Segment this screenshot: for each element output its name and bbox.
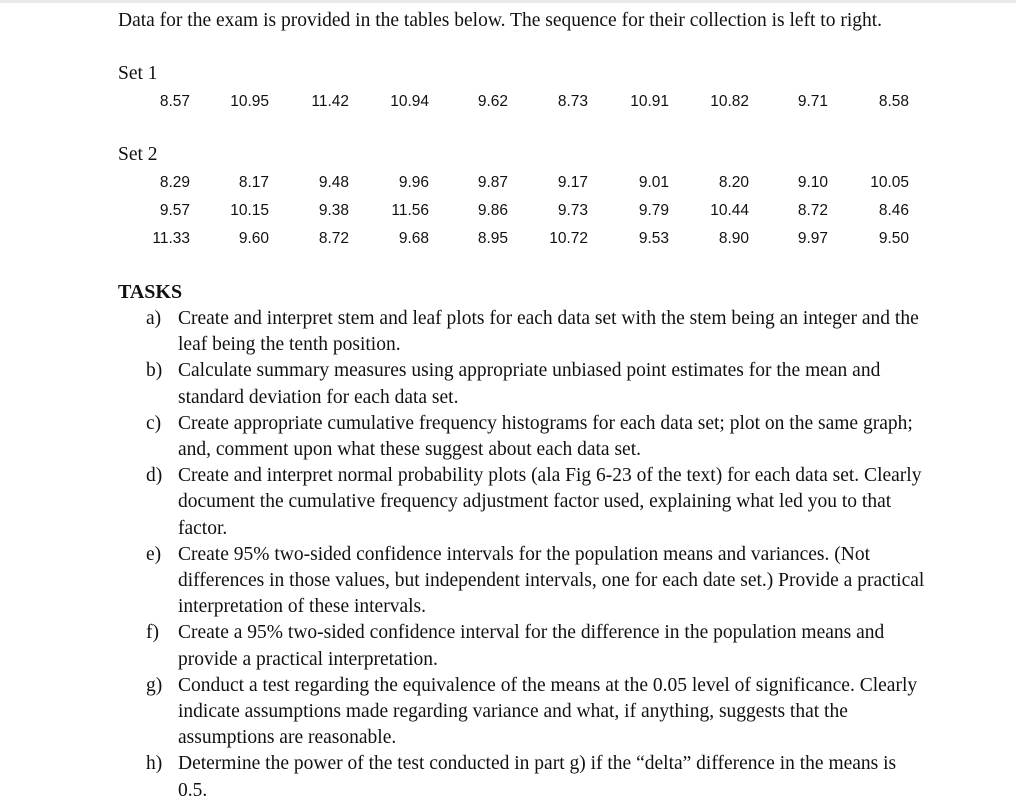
data-value-cell: 11.56: [391, 202, 429, 219]
data-value-cell: 9.53: [638, 230, 669, 247]
data-value-cell: 8.58: [878, 93, 909, 110]
intro-text: Data for the exam is provided in the tables below. The sequence for their collection is left to right.: [118, 10, 883, 31]
data-value-cell: 9.97: [797, 230, 828, 247]
set-1-label: Set 1: [118, 63, 158, 84]
data-value-cell: 9.87: [477, 174, 508, 191]
task-letter: e): [146, 543, 162, 565]
task-item: [146, 542, 926, 621]
data-value-cell: 10.95: [230, 93, 269, 110]
data-value-cell: 9.73: [557, 202, 588, 219]
set-1-row-1: [110, 93, 910, 117]
task-item: [146, 463, 926, 542]
task-item: [146, 673, 926, 752]
task-letter: g): [146, 674, 163, 696]
data-value-cell: 9.68: [398, 230, 429, 247]
task-letter: d): [146, 465, 163, 487]
data-value-cell: 9.79: [638, 202, 669, 219]
task-text: Create a 95% two-sided confidence interval for the difference in the population means and provide a practical interpretation.: [178, 622, 885, 670]
data-value-cell: 9.96: [398, 174, 429, 191]
task-letter: f): [146, 622, 159, 644]
data-value-cell: 10.72: [549, 230, 588, 247]
tasks-heading: TASKS: [118, 281, 183, 303]
data-value-cell: 8.29: [159, 174, 190, 191]
data-value-cell: 10.94: [390, 93, 429, 110]
task-item: [146, 411, 926, 463]
task-letter: a): [146, 308, 162, 329]
task-text: Calculate summary measures using appropriate unbiased point estimates for the mean and standard deviation for each data set.: [178, 360, 881, 408]
data-value-cell: 9.10: [797, 174, 828, 191]
data-value-cell: 10.05: [870, 174, 909, 191]
data-value-cell: 9.17: [557, 174, 588, 191]
data-value-cell: 11.33: [152, 230, 190, 247]
data-value-cell: 10.15: [230, 202, 269, 219]
data-value-cell: 9.01: [638, 174, 669, 191]
data-value-cell: 10.91: [630, 93, 669, 110]
task-text: Create appropriate cumulative frequency histograms for each data set; plot on the same graph; and, comment upon what these suggest about each data set.: [178, 412, 913, 461]
task-letter: c): [146, 412, 162, 434]
top-border: [0, 0, 1016, 3]
data-value-cell: 8.57: [159, 93, 190, 110]
data-value-cell: 9.57: [159, 202, 190, 219]
set-2-row-3: [110, 230, 910, 254]
data-value-cell: 9.86: [477, 202, 508, 219]
data-value-cell: 9.60: [238, 230, 269, 247]
task-item: [146, 751, 926, 803]
data-value-cell: 8.73: [557, 93, 588, 110]
task-item: [146, 306, 926, 358]
data-value-cell: 8.72: [318, 230, 349, 247]
task-text: Conduct a test regarding the equivalence of the means at the 0.05 level of significance. Clearly indicate assumptions made regarding variance and what, if anything, suggests that the assumptions are reasonable.: [178, 674, 918, 749]
data-value-cell: 9.38: [318, 202, 349, 219]
task-text: Create and interpret normal probability plots (ala Fig 6-23 of the text) for each data set. Clearly document the cumulative frequency adjustment factor used, explaining what led you to that factor.: [178, 465, 922, 539]
task-letter: h): [146, 753, 163, 775]
task-item: [146, 620, 926, 672]
set-2-label: Set 2: [118, 144, 158, 165]
data-value-cell: 8.20: [718, 174, 749, 191]
data-value-cell: 8.17: [238, 174, 269, 191]
data-value-cell: 8.46: [878, 202, 909, 219]
set-2-row-1: [110, 174, 910, 198]
data-value-cell: 9.48: [318, 174, 349, 191]
task-item: [146, 358, 926, 410]
task-text: Determine the power of the test conducted in part g) if the “delta” difference in the means is 0.5.: [178, 753, 897, 801]
data-value-cell: 8.90: [718, 230, 749, 247]
task-text: Create and interpret stem and leaf plots for each data set with the stem being an integer and the leaf being the tenth position.: [178, 308, 919, 356]
data-value-cell: 11.42: [311, 93, 349, 110]
data-value-cell: 10.82: [710, 93, 749, 110]
task-text: Create 95% two-sided confidence intervals for the population means and variances. (Not differences in those values, but independent intervals, one for each date set.) Provide a practical interpretation of these intervals.: [178, 543, 925, 618]
data-value-cell: 9.62: [477, 93, 508, 110]
data-value-cell: 10.44: [710, 202, 749, 219]
data-value-cell: 9.50: [878, 230, 909, 247]
task-list: [146, 306, 926, 804]
task-letter: b): [146, 360, 163, 382]
data-value-cell: 8.95: [477, 230, 508, 247]
set-2-row-2: [110, 202, 910, 226]
data-value-cell: 8.72: [797, 202, 828, 219]
data-value-cell: 9.71: [797, 93, 828, 110]
